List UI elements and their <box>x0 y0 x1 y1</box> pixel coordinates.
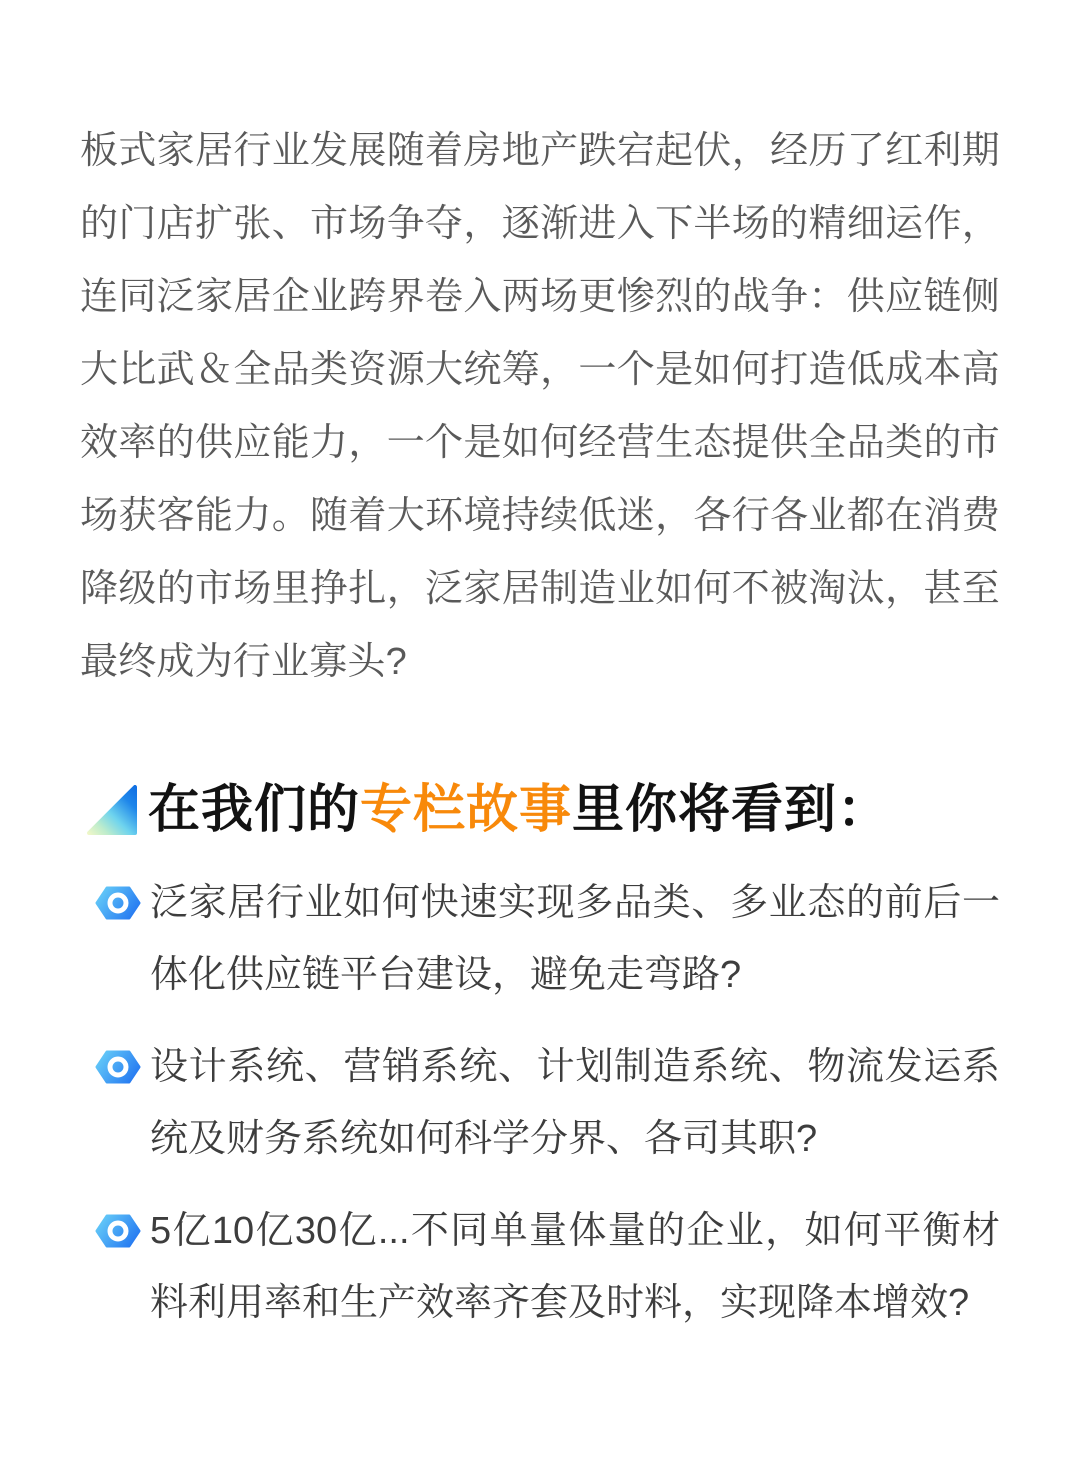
list-item <box>80 867 1000 1011</box>
heading-prefix: 在我们的 <box>148 781 361 839</box>
hexagon-ring-icon <box>95 886 141 920</box>
bullet-text: 泛家居行业如何快速实现多品类、多业态的前后一体化供应链平台建设，避免走弯路? <box>150 882 1000 996</box>
heading-suffix: 里你将看到： <box>572 781 891 839</box>
bullet-text: 设计系统、营销系统、计划制造系统、物流发运系统及财务系统如何科学分界、各司其职? <box>150 1046 1000 1160</box>
bullet-text: 5亿10亿30亿...不同单量体量的企业，如何平衡材料利用率和生产效率齐套及时料，实现降本增效? <box>150 1210 1000 1324</box>
section-heading <box>80 779 1000 841</box>
bullet-list <box>80 867 1000 1339</box>
list-item <box>80 1031 1000 1175</box>
heading-highlight: 专栏故事 <box>360 781 573 839</box>
hexagon-ring-icon <box>95 1214 141 1248</box>
gradient-triangle-icon <box>87 785 137 835</box>
hexagon-ring-icon <box>95 1050 141 1084</box>
intro-paragraph: 板式家居行业发展随着房地产跌宕起伏，经历了红利期的门店扩张、市场争夺，逐渐进入下半场的精细运作，连同泛家居企业跨界卷入两场更惨烈的战争：供应链侧大比武＆全品类资源大统筹，一个是如何打造低成本高效率的供应能力，一个是如何经营生态提供全品类的市场获客能力。随着大环境持续低迷，各行各业都在消费降级的市场里挣扎，泛家居制造业如何不被淘汰，甚至最终成为行业寡头? <box>80 130 1000 683</box>
list-item <box>80 1195 1000 1339</box>
section-heading-text <box>148 779 890 841</box>
